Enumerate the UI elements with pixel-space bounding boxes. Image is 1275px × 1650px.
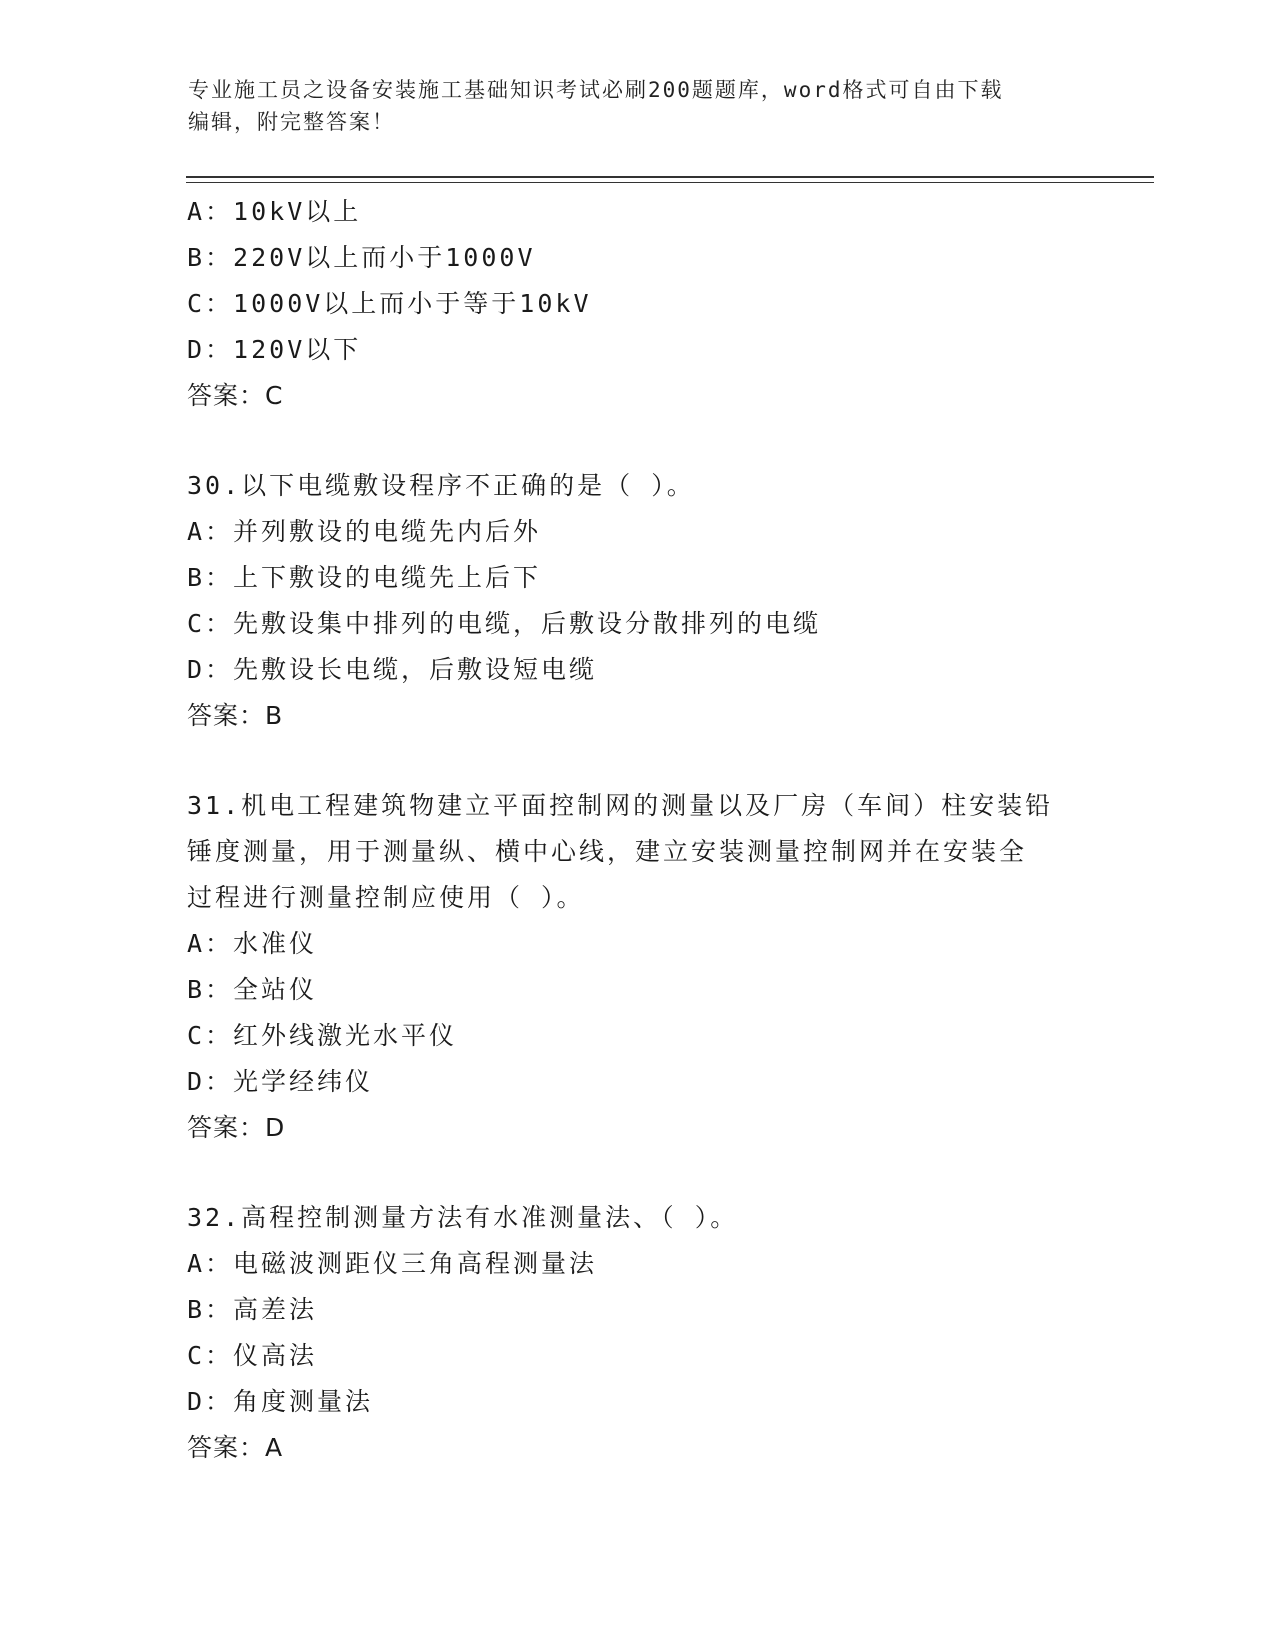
option-b: B：全站仪 <box>187 975 318 1004</box>
option-a: A：水准仪 <box>187 929 318 958</box>
option-d: D：先敷设长电缆，后敷设短电缆 <box>187 655 598 684</box>
question-32-block <box>187 1195 1087 1471</box>
option-a: A：并列敷设的电缆先内后外 <box>187 517 542 546</box>
option-d: D：120V以下 <box>187 335 362 364</box>
option-c: C：1000V以上而小于等于10kV <box>187 289 592 318</box>
question-30-block <box>187 463 1087 739</box>
question-29-block <box>187 189 1087 419</box>
answer-line: 答案：C <box>187 381 284 410</box>
question-text: 30.以下电缆敷设程序不正确的是（ ）。 <box>187 471 695 500</box>
option-b: B：220V以上而小于1000V <box>187 243 536 272</box>
option-a: A：10kV以上 <box>187 197 362 226</box>
header-rule-thin <box>186 182 1154 183</box>
option-b: B：上下敷设的电缆先上后下 <box>187 563 542 592</box>
option-c: C：先敷设集中排列的电缆，后敷设分散排列的电缆 <box>187 609 822 638</box>
header-line-1: 专业施工员之设备安装施工基础知识考试必刷200题题库，word格式可自由下载 <box>188 78 1004 102</box>
option-c: C：仪高法 <box>187 1341 318 1370</box>
header-rule-thick <box>186 176 1154 178</box>
option-a: A：电磁波测距仪三角高程测量法 <box>187 1249 598 1278</box>
question-text: 32.高程控制测量方法有水准测量法、（ ）。 <box>187 1203 739 1232</box>
option-c: C：红外线激光水平仪 <box>187 1021 458 1050</box>
option-d: D：角度测量法 <box>187 1387 374 1416</box>
question-text-line-1: 31.机电工程建筑物建立平面控制网的测量以及厂房（车间）柱安装铅 <box>187 791 1054 820</box>
header-line-2: 编辑，附完整答案！ <box>188 110 395 134</box>
question-text-line-3: 过程进行测量控制应使用（ ）。 <box>187 883 585 912</box>
question-list <box>187 189 1087 1471</box>
document-header <box>188 74 1088 138</box>
question-text-line-2: 锤度测量，用于测量纵、横中心线，建立安装测量控制网并在安装全 <box>187 837 1028 866</box>
answer-line: 答案：A <box>187 1433 284 1462</box>
option-d: D：光学经纬仪 <box>187 1067 374 1096</box>
answer-line: 答案：B <box>187 701 284 730</box>
question-31-block <box>187 783 1087 1151</box>
answer-line: 答案：D <box>187 1113 286 1142</box>
option-b: B：高差法 <box>187 1295 318 1324</box>
